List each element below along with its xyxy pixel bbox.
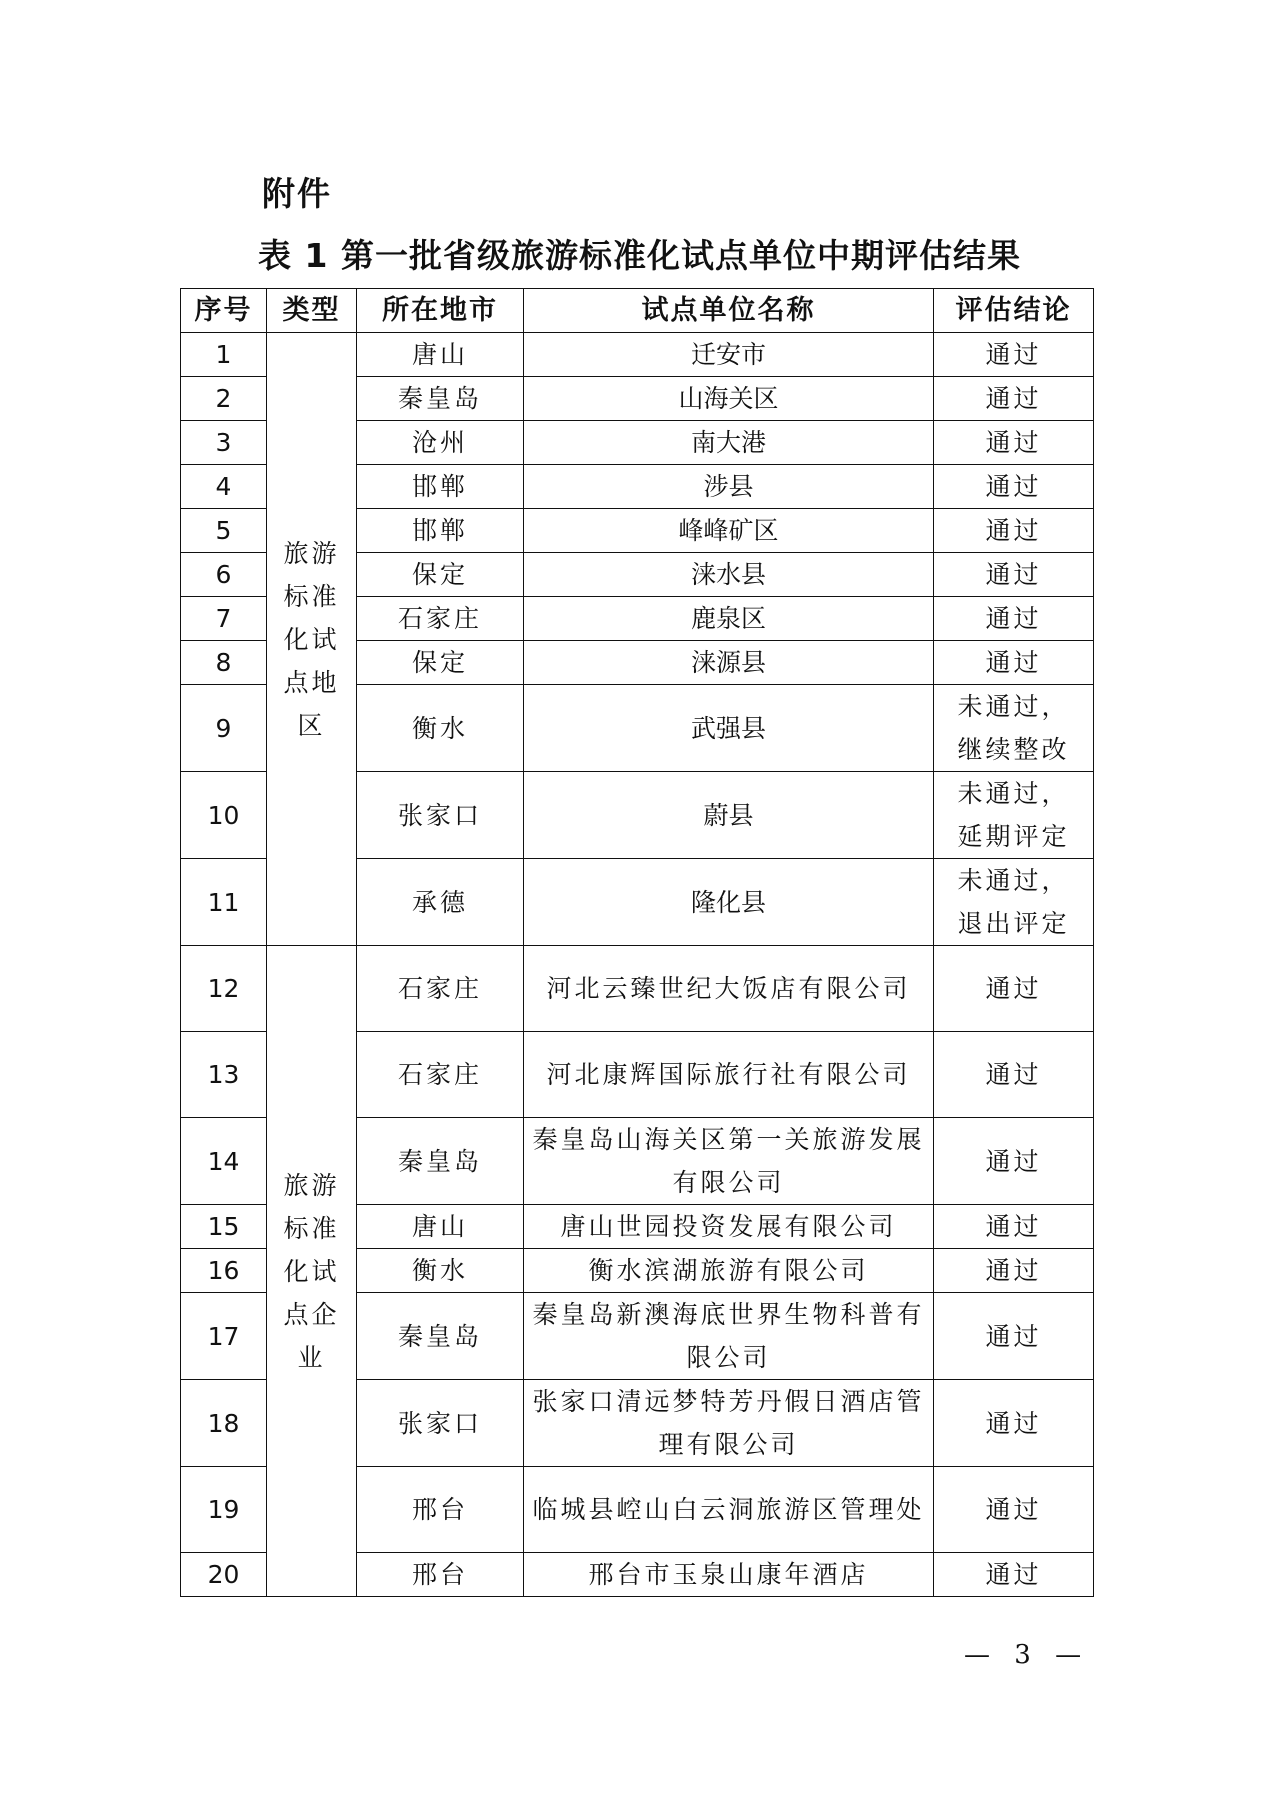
attachment-label: 附件 [262,174,332,213]
city-cell: 邯郸 [357,509,524,553]
result-cell: 未通过， 退出评定 [934,859,1094,946]
unit-name-cell: 涉县 [524,465,934,509]
city-cell: 张家口 [357,772,524,859]
city-cell: 承德 [357,859,524,946]
row-number: 9 [181,685,267,772]
unit-name-cell: 邢台市玉泉山康年酒店 [524,1553,934,1597]
result-cell: 通过 [934,509,1094,553]
unit-name-cell: 涞源县 [524,641,934,685]
unit-name-cell: 武强县 [524,685,934,772]
row-number: 13 [181,1032,267,1118]
table-header-row [181,289,1094,333]
column-header-type: 类型 [267,289,357,333]
row-number: 14 [181,1118,267,1205]
result-cell: 通过 [934,1467,1094,1553]
city-cell: 邯郸 [357,465,524,509]
row-number: 10 [181,772,267,859]
table-body [181,333,1094,1597]
unit-name-cell: 张家口清远梦特芳丹假日酒店管理有限公司 [524,1380,934,1467]
result-cell: 通过 [934,1118,1094,1205]
unit-name-cell: 蔚县 [524,772,934,859]
city-cell: 衡水 [357,685,524,772]
table-title: 表 1 第一批省级旅游标准化试点单位中期评估结果 [258,236,1021,275]
result-cell: 通过 [934,1553,1094,1597]
row-number: 1 [181,333,267,377]
row-number: 8 [181,641,267,685]
city-cell: 张家口 [357,1380,524,1467]
unit-name-cell: 秦皇岛新澳海底世界生物科普有限公司 [524,1293,934,1380]
city-cell: 沧州 [357,421,524,465]
city-cell: 秦皇岛 [357,1293,524,1380]
result-cell: 通过 [934,597,1094,641]
type-group-enterprises: 旅游 标准 化试 点企 业 [267,946,357,1597]
result-cell: 通过 [934,377,1094,421]
city-cell: 邢台 [357,1467,524,1553]
result-cell: 通过 [934,1032,1094,1118]
unit-name-cell: 峰峰矿区 [524,509,934,553]
city-cell: 衡水 [357,1249,524,1293]
unit-name-cell: 河北康辉国际旅行社有限公司 [524,1032,934,1118]
unit-name-cell: 衡水滨湖旅游有限公司 [524,1249,934,1293]
row-number: 5 [181,509,267,553]
result-cell: 通过 [934,465,1094,509]
column-header-city: 所在地市 [357,289,524,333]
column-header-unit-name: 试点单位名称 [524,289,934,333]
unit-name-cell: 南大港 [524,421,934,465]
result-cell: 通过 [934,1205,1094,1249]
unit-name-cell: 涞水县 [524,553,934,597]
row-number: 2 [181,377,267,421]
result-cell: 通过 [934,1249,1094,1293]
unit-name-cell: 隆化县 [524,859,934,946]
page-number: — 3 — [964,1640,1090,1670]
table-row [181,946,1094,1032]
unit-name-cell: 鹿泉区 [524,597,934,641]
row-number: 19 [181,1467,267,1553]
unit-name-cell: 唐山世园投资发展有限公司 [524,1205,934,1249]
city-cell: 唐山 [357,333,524,377]
city-cell: 唐山 [357,1205,524,1249]
unit-name-cell: 迁安市 [524,333,934,377]
city-cell: 保定 [357,641,524,685]
row-number: 6 [181,553,267,597]
row-number: 17 [181,1293,267,1380]
city-cell: 保定 [357,553,524,597]
result-cell: 未通过， 延期评定 [934,772,1094,859]
unit-name-cell: 河北云臻世纪大饭店有限公司 [524,946,934,1032]
result-cell: 通过 [934,553,1094,597]
city-cell: 秦皇岛 [357,1118,524,1205]
result-cell: 通过 [934,333,1094,377]
result-cell: 通过 [934,1380,1094,1467]
unit-name-cell: 临城县崆山白云洞旅游区管理处 [524,1467,934,1553]
evaluation-results-table [180,288,1094,1597]
row-number: 18 [181,1380,267,1467]
row-number: 16 [181,1249,267,1293]
row-number: 12 [181,946,267,1032]
row-number: 3 [181,421,267,465]
result-cell: 通过 [934,946,1094,1032]
column-header-no: 序号 [181,289,267,333]
column-header-result: 评估结论 [934,289,1094,333]
unit-name-cell: 秦皇岛山海关区第一关旅游发展有限公司 [524,1118,934,1205]
row-number: 20 [181,1553,267,1597]
city-cell: 邢台 [357,1553,524,1597]
result-cell: 通过 [934,641,1094,685]
row-number: 15 [181,1205,267,1249]
result-cell: 通过 [934,421,1094,465]
row-number: 7 [181,597,267,641]
city-cell: 秦皇岛 [357,377,524,421]
result-cell: 未通过， 继续整改 [934,685,1094,772]
city-cell: 石家庄 [357,597,524,641]
row-number: 11 [181,859,267,946]
type-group-regions: 旅游 标准 化试 点地 区 [267,333,357,946]
unit-name-cell: 山海关区 [524,377,934,421]
row-number: 4 [181,465,267,509]
result-cell: 通过 [934,1293,1094,1380]
table-row [181,333,1094,377]
city-cell: 石家庄 [357,946,524,1032]
city-cell: 石家庄 [357,1032,524,1118]
